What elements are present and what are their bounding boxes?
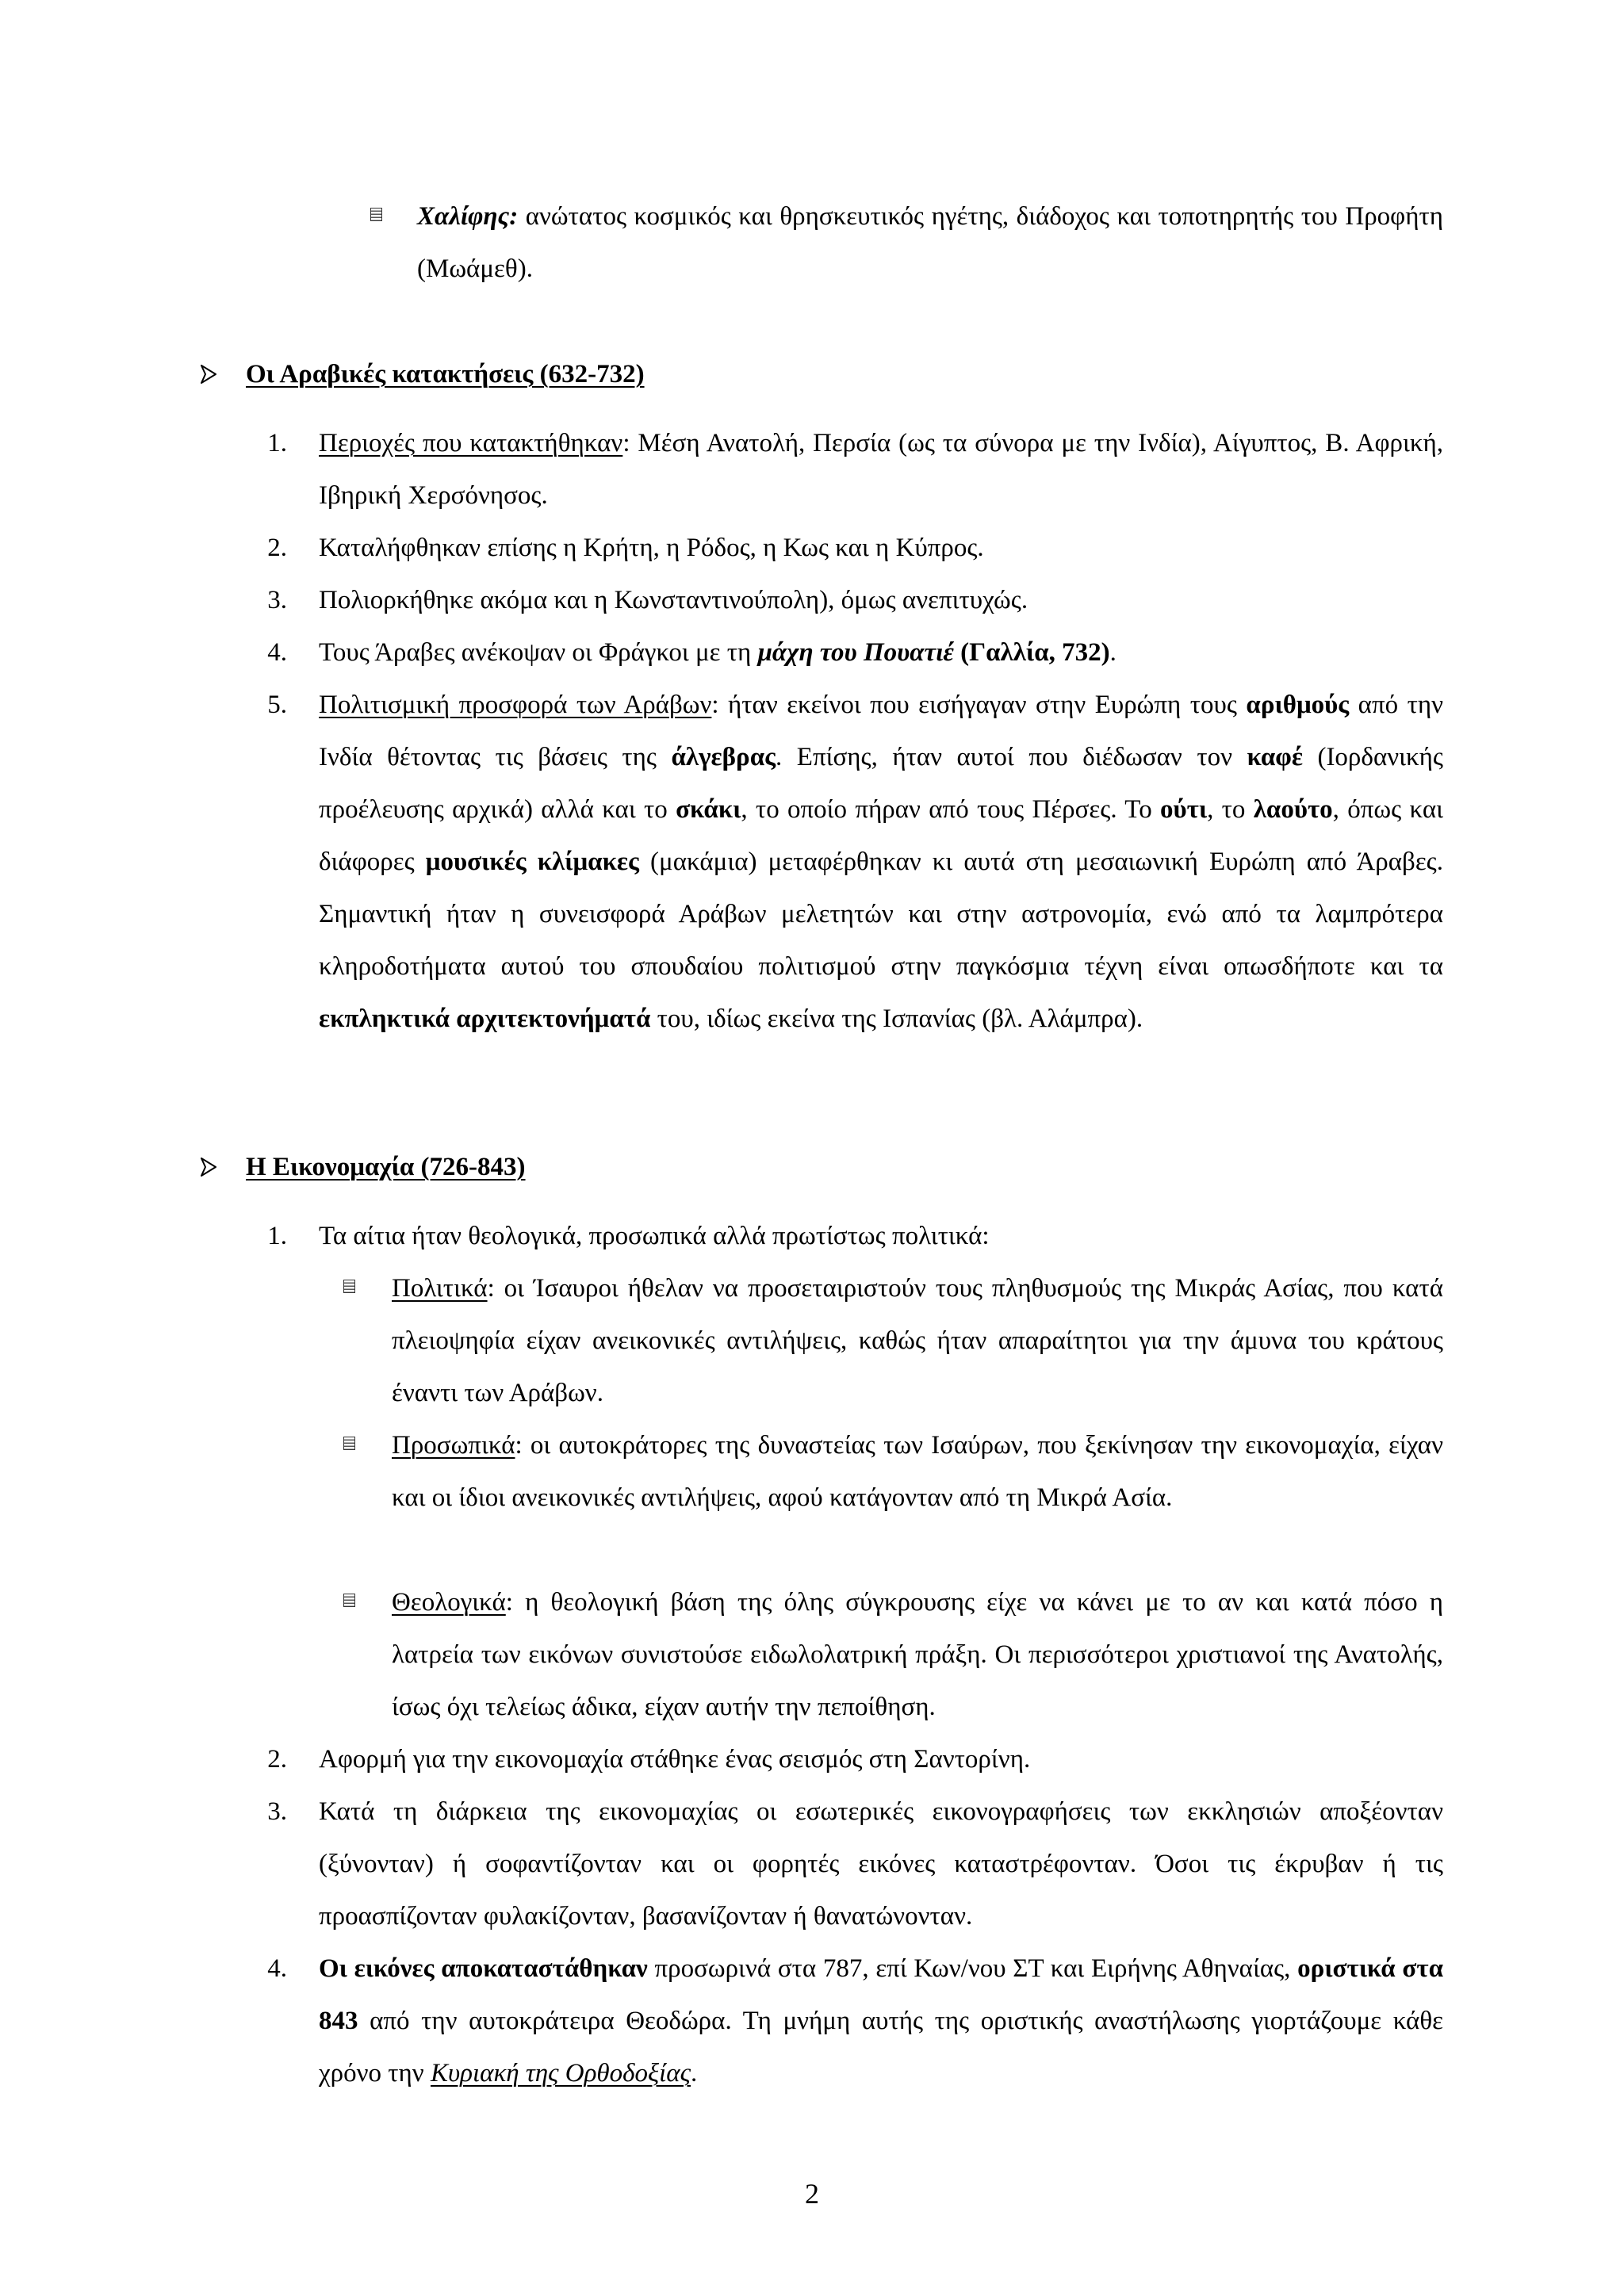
arrow-bullet-icon [200, 1157, 217, 1177]
cultural-contribution-label: Πολιτισμική προσφορά των Αράβων [319, 691, 712, 719]
list-item-trigger: Αφορμή για την εικονομαχία στάθηκε ένας σεισμός στη Σαντορίνη. [319, 1745, 1031, 1774]
arrow-bullet-icon [200, 364, 217, 385]
list-number: 5. [267, 691, 287, 719]
section-heading-iconoclasm: Η Εικονομαχία (726-843) [246, 1153, 526, 1181]
square-bullet-icon [370, 208, 382, 221]
square-bullet-icon [343, 1280, 355, 1293]
list-item-causes: Τα αίτια ήταν θεολογικά, προσωπικά αλλά πρωτίστως πολιτικά: [319, 1222, 990, 1250]
list-item-islands: Καταλήφθηκαν επίσης η Κρήτη, η Ρόδος, η Κως και η Κύπρος. [319, 534, 984, 562]
list-item-poitiers: Τους Άραβες ανέκοψαν οι Φράγκοι με τη μάχη του Πουατιέ (Γαλλία, 732). [319, 638, 1116, 667]
sub-item-political: Πολιτικά: οι Ίσαυροι ήθελαν να προσεταιριστούν τους πληθυσμούς της Μικράς Ασίας, που κατά πλειοψηφία είχαν ανεικονικές αντιλήψεις, καθώς ήταν απαραίτητοι για την άμυνα του κράτους έναντι των Αράβων. [392, 1274, 1443, 1407]
list-item-cultural-contribution: Πολιτισμική προσφορά των Αράβων: ήταν εκείνοι που εισήγαγαν στην Ευρώπη τους αριθμούς από την Ινδία θέτοντας τις βάσεις της άλγεβρας. Επίσης, ήταν αυτοί που διέδωσαν τον καφέ (Ιορδανικής προέλευσης αρχικά) αλλά και το σκάκι, το οποίο πήραν από τους Πέρσες. Το ούτι, το λαούτο, όπως και διάφορες μουσικές κλίμακες (μακάμια) μεταφέρθηκαν κι αυτά στη μεσαιωνική Ευρώπη από Άραβες. Σημαντική ήταν η συνεισφορά Αράβων μελετητών και στην αστρονομία, ενώ από τα λαμπρότερα κληροδοτήματα αυτού του σπουδαίου πολιτισμού στην παγκόσμια τέχνη είναι οπωσδήποτε και τα εκπληκτικά αρχιτεκτονήματά του, ιδίως εκείνα της Ισπανίας (βλ. Αλάμπρα). [319, 691, 1444, 1033]
square-bullet-icon [343, 1437, 355, 1450]
list-number: 3. [267, 586, 287, 614]
caliph-term: Χαλίφης: [417, 202, 519, 231]
page-number: 2 [805, 2178, 819, 2210]
square-bullet-icon [343, 1594, 355, 1607]
list-item-destruction: Κατά τη διάρκεια της εικονομαχίας οι εσωτερικές εικονογραφήσεις των εκκλησιών αποξέονταν (ξύνονταν) ή σοφαντίζονταν και οι φορητές εικόνες καταστρέφονταν. Όσοι τις έκρυβαν ή τις προασπίζονταν φυλακίζονταν, βασανίζονταν ή θανατώνονταν. [319, 1797, 1443, 1931]
list-number: 4. [267, 638, 287, 667]
theological-label: Θεολογικά [392, 1588, 506, 1617]
list-item-conquered-regions: Περιοχές που κατακτήθηκαν: Μέση Ανατολή, Περσία (ως τα σύνορα με την Ινδία), Αίγυπτος, Β. Αφρική, Ιβηρική Χερσόνησος. [319, 429, 1443, 510]
battle-of-poitiers: μάχη του Πουατιέ [757, 638, 954, 667]
list-item-restoration: Οι εικόνες αποκαταστάθηκαν προσωρινά στα 787, επί Κων/νου ΣΤ και Ειρήνης Αθηναίας, οριστικά στα 843 από την αυτοκράτειρα Θεοδώρα. Τη μνήμη αυτής της οριστικής αναστήλωσης γιορτάζουμε κάθε χρόνο την Κυριακή της Ορθοδοξίας. [319, 1954, 1443, 2087]
caliph-definition [417, 190, 1443, 295]
personal-label: Προσωπικά [392, 1431, 515, 1460]
sunday-of-orthodoxy: Κυριακή της Ορθοδοξίας [430, 2059, 691, 2087]
caliph-text: ανώτατος κοσμικός και θρησκευτικός ηγέτης, διάδοχος και τοποτηρητής του Προφήτη (Μωάμεθ). [417, 202, 1443, 283]
conquered-regions-label: Περιοχές που κατακτήθηκαν [319, 429, 623, 457]
list-number: 1. [267, 429, 287, 457]
section-heading-arab-conquests: Οι Αραβικές κατακτήσεις (632-732) [246, 360, 645, 388]
list-number: 3. [267, 1797, 287, 1826]
list-number: 1. [267, 1222, 287, 1250]
sub-item-personal: Προσωπικά: οι αυτοκράτορες της δυναστείας των Ισαύρων, που ξεκίνησαν την εικονομαχία, είχαν και οι ίδιοι ανεικονικές αντιλήψεις, αφού κατάγονταν από τη Μικρά Ασία. [392, 1431, 1443, 1512]
list-number: 2. [267, 1745, 287, 1774]
political-label: Πολιτικά [392, 1274, 488, 1303]
list-item-constantinople-siege: Πολιορκήθηκε ακόμα και η Κωνσταντινούπολη), όμως ανεπιτυχώς. [319, 586, 1028, 614]
sub-item-theological: Θεολογικά: η θεολογική βάση της όλης σύγκρουσης είχε να κάνει με το αν και κατά πόσο η λατρεία των εικόνων συνιστούσε ειδωλολατρική πράξη. Οι περισσότεροι χριστιανοί της Ανατολής, ίσως όχι τελείως άδικα, είχαν αυτήν την πεποίθηση. [392, 1588, 1443, 1721]
list-number: 4. [267, 1954, 287, 1983]
list-number: 2. [267, 534, 287, 562]
